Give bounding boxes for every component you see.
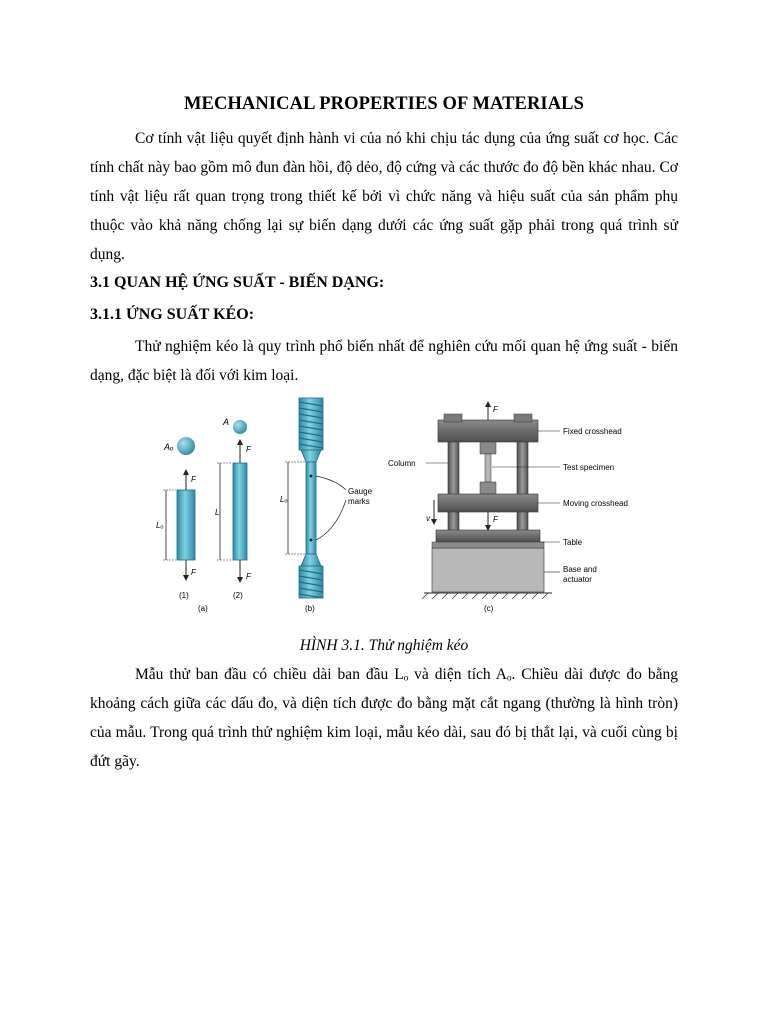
label-moving-crosshead: Moving crosshead — [563, 499, 628, 508]
label-gauge: Gauge — [348, 487, 373, 496]
label-a0: Aₒ — [164, 442, 174, 452]
tensile-test-illustration — [136, 390, 636, 615]
label-part-a: (a) — [198, 604, 208, 613]
label-table: Table — [563, 538, 583, 547]
label-l0-b: Lₒ — [280, 495, 288, 504]
specimen-stretched — [198, 417, 252, 613]
fixed-crosshead — [438, 420, 538, 442]
subsection-heading: 3.1.1 ỨNG SUẤT KÉO: — [90, 306, 255, 323]
threaded-specimen — [280, 398, 373, 613]
gauge-mark-top — [310, 475, 313, 478]
moving-crosshead — [438, 494, 538, 512]
label-fixed-crosshead: Fixed crosshead — [563, 427, 622, 436]
label-velocity: v — [426, 514, 430, 523]
cross-section-a0 — [177, 437, 195, 455]
figure-caption: HÌNH 3.1. Thử nghiệm kéo — [299, 637, 469, 654]
machine-table — [436, 530, 540, 542]
label-force-bottom-2: F — [246, 572, 251, 581]
tensile-test-figure — [136, 390, 636, 615]
label-step-2: (2) — [233, 591, 243, 600]
base-actuator — [432, 548, 544, 592]
label-base: Base and — [563, 565, 597, 574]
label-l0: Lₒ — [156, 521, 164, 530]
cross-section-a — [233, 420, 247, 434]
document-title: MECHANICAL PROPERTIES OF MATERIALS — [183, 94, 585, 114]
label-step-1: (1) — [179, 591, 189, 600]
label-force-bottom-1: F — [191, 568, 196, 577]
testing-machine — [388, 404, 628, 613]
label-l: L — [215, 508, 220, 517]
label-column: Column — [388, 459, 416, 468]
section-heading: 3.1 QUAN HỆ ỨNG SUẤT - BIẾN DẠNG: — [90, 274, 385, 291]
label-force-top-2: F — [246, 445, 251, 454]
specimen-original — [156, 437, 197, 600]
specimen-paragraph: Mẫu thử ban đầu có chiều dài ban đầu Lₒ và diện tích Aₒ. Chiều dài được đo bằng khoảng cách giữa các dấu đo, và diện tích được đo bằng mặt cắt ngang (thường là hình tròn) của mẫu. Trong quá trình thử nghiệm kim loại, mẫu kéo dài, sau đó bị thắt lại, và cuối cùng bị đứt gãy. — [90, 666, 678, 770]
label-force-machine-top: F — [493, 405, 498, 414]
gauge-mark-bottom — [310, 539, 313, 542]
label-marks: marks — [348, 497, 370, 506]
label-part-c: (c) — [484, 604, 494, 613]
label-force-top-1: F — [191, 475, 196, 484]
specimen-rod-1 — [177, 490, 195, 560]
label-part-b: (b) — [305, 604, 315, 613]
tensile-test-paragraph: Thử nghiệm kéo là quy trình phổ biến nhất để nghiên cứu mối quan hệ ứng suất - biến dạng, đặc biệt là đối với kim loại. — [90, 338, 678, 384]
specimen-rod-2 — [233, 463, 247, 560]
intro-paragraph: Cơ tính vật liệu quyết định hành vi của nó khi chịu tác dụng của ứng suất cơ học. Các tính chất này bao gồm mô đun đàn hồi, độ dẻo, độ cứng và các thước đo độ bền khác nhau. Cơ tính vật liệu rất quan trọng trong thiết kế bởi vì chức năng và hiệu suất của sản phẩm phụ thuộc vào khả năng chống lại sự biến dạng dưới các ứng suất gặp phải trong quá trình sử dụng. — [90, 130, 678, 263]
label-actuator: actuator — [563, 575, 592, 584]
machine-test-specimen — [485, 454, 491, 482]
label-test-specimen: Test specimen — [563, 463, 615, 472]
label-force-machine-bottom: F — [493, 515, 498, 524]
label-a: A — [223, 417, 230, 427]
